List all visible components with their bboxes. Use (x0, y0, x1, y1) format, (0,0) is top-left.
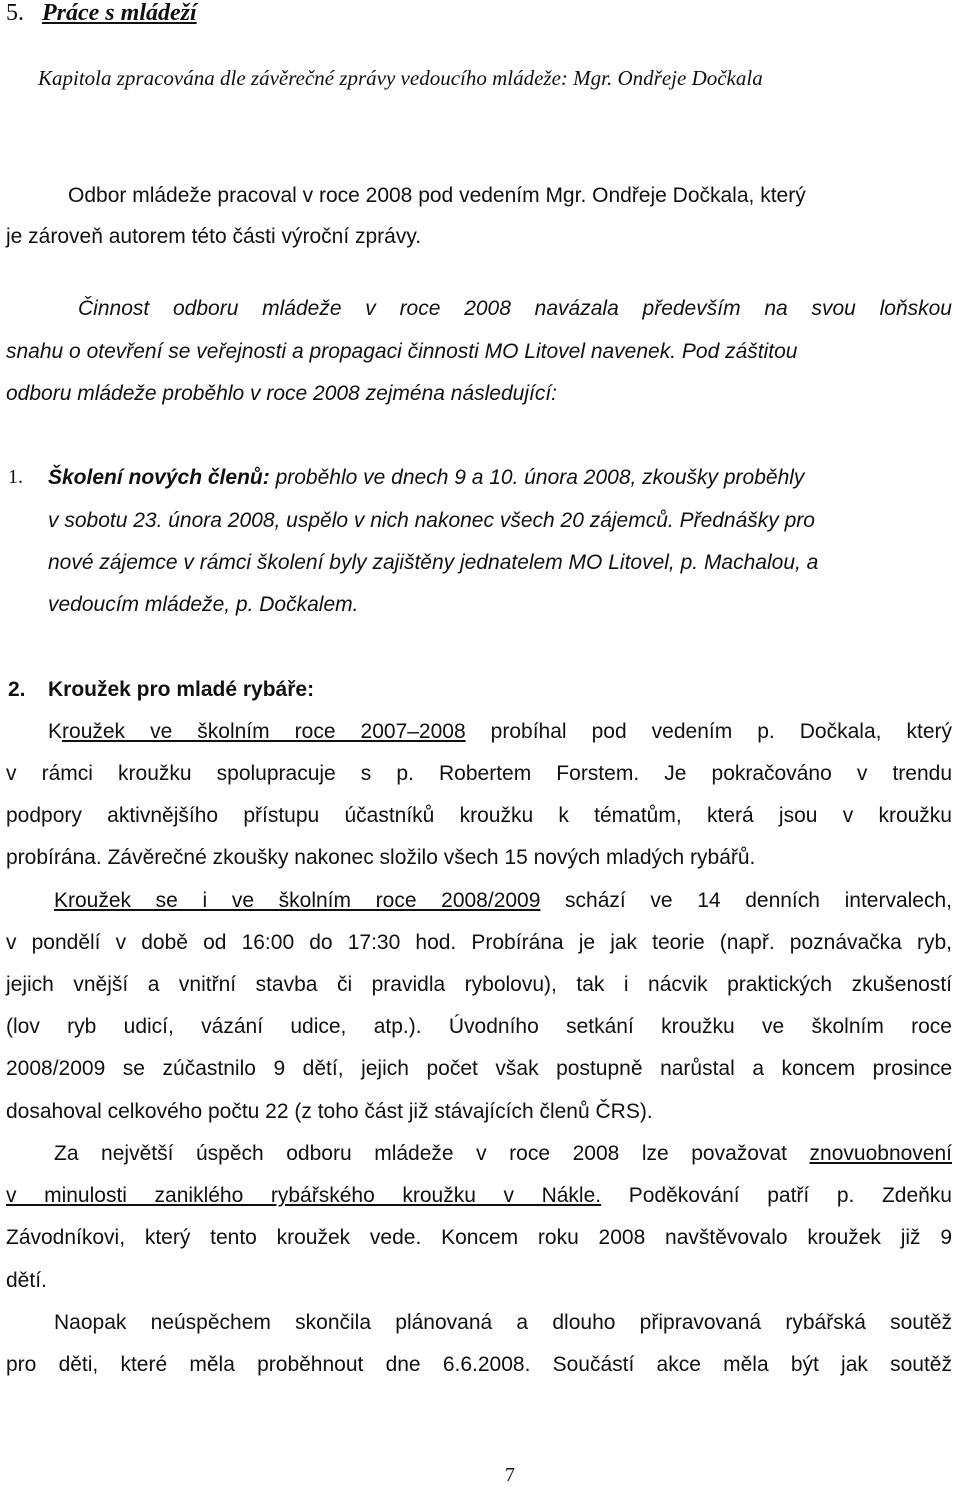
paragraph-3-line-5: 2008/2009 se zúčastnilo 9 dětí, jejich počet však postupně narůstal a koncem prosince (6, 1057, 952, 1080)
paragraph-2-line-1: Činnost odboru mládeže v roce 2008 navázala především na svou loňskou (78, 297, 952, 320)
item-2-line-1-text: probíhal pod vedením p. Dočkala, který (465, 720, 953, 743)
item-1-line-4: vedoucím mládeže, p. Dočkalem. (48, 593, 359, 616)
paragraph-1-line-2: je zároveň autorem této části výroční zprávy. (6, 225, 422, 248)
item-2-line-1 (48, 719, 952, 745)
section-number: 5. (6, 0, 24, 26)
paragraph-3-line-6: dosahoval celkového počtu 22 (z toho část již stávajících členů ČRS). (6, 1100, 653, 1123)
paragraph-2-line-2: snahu o otevření se veřejnosti a propagaci činnosti MO Litovel navenek. Pod záštitou (6, 340, 798, 363)
item-2-title: Kroužek pro mladé rybáře: (48, 678, 315, 701)
item-2-line-1-k: K (48, 720, 63, 743)
paragraph-4-line-4: dětí. (6, 1269, 47, 1292)
item-1-title: Školení nových členů: (48, 466, 270, 489)
page-number: 7 (505, 1464, 515, 1486)
paragraph-1-line-1: Odbor mládeže pracoval v roce 2008 pod vedením Mgr. Ondřeje Dočkala, který (68, 184, 806, 207)
item-1-line-3: nové zájemce v rámci školení byly zajištěny jednatelem MO Litovel, p. Machalou, a (48, 551, 819, 574)
item-2-line-4: probírána. Závěrečné zkoušky nakonec složilo všech 15 nových mladých rybářů. (6, 846, 756, 869)
chapter-subtitle: Kapitola zpracována dle závěrečné zprávy vedoucího mládeže: Mgr. Ondřeje Dočkala (38, 66, 763, 90)
item-2-line-2: v rámci kroužku spolupracuje s p. Robertem Forstem. Je pokračováno v trendu (6, 762, 952, 785)
item-1-line-2: v sobotu 23. února 2008, uspělo v nich nakonec všech 20 zájemců. Přednášky pro (48, 509, 815, 532)
paragraph-3-line-4: (lov ryb udicí, vázání udice, atp.). Úvodního setkání kroužku ve školním roce (6, 1015, 952, 1038)
paragraph-3-line-1 (54, 888, 952, 914)
paragraph-3-line-3: jejich vnější a vnitřní stavba či pravidla rybolovu), tak i nácvik praktických zkušeností (6, 973, 952, 996)
paragraph-3-line-1-text: schází ve 14 denních intervalech, (540, 889, 952, 912)
item-1-line-1-text: proběhlo ve dnech 9 a 10. února 2008, zkoušky proběhly (269, 466, 805, 489)
item-2-line-1-underlined: roužek ve školním roce 2007–2008 (62, 720, 466, 743)
paragraph-5-line-1: Naopak neúspěchem skončila plánovaná a dlouho připravovaná rybářská soutěž (54, 1311, 952, 1334)
item-2-number: 2. (8, 678, 26, 701)
item-2-line-3: podpory aktivnějšího přístupu účastníků kroužku k tématům, která jsou v kroužku (6, 804, 952, 827)
item-1-number: 1. (8, 466, 23, 488)
paragraph-5-line-2: pro děti, které měla proběhnout dne 6.6.2008. Součástí akce měla být jak soutěž (6, 1353, 952, 1376)
paragraph-2-line-3: odboru mládeže proběhlo v roce 2008 zejména následující: (6, 382, 558, 405)
paragraph-4-line-1-underlined: znovuobnovení (809, 1142, 952, 1165)
section-title: Práce s mládeží (42, 0, 197, 26)
paragraph-4-line-2 (6, 1183, 952, 1209)
paragraph-4-line-3: Závodníkovi, který tento kroužek vede. Koncem roku 2008 navštěvovalo kroužek již 9 (6, 1226, 952, 1249)
paragraph-4-line-2-underlined: v minulosti zaniklého rybářského kroužku v Nákle. (6, 1184, 602, 1207)
section-heading (6, 0, 197, 27)
paragraph-4-line-1-text: Za největší úspěch odboru mládeže v roce 2008 lze považovat (54, 1142, 810, 1165)
paragraph-3-line-2: v pondělí v době od 16:00 do 17:30 hod. Probírána je jak teorie (např. poznávačka ryb, (6, 931, 952, 954)
paragraph-3-line-1-underlined: Kroužek se i ve školním roce 2008/2009 (54, 889, 541, 912)
paragraph-4-line-1 (54, 1141, 952, 1167)
item-1-line-1 (48, 465, 804, 491)
paragraph-4-line-2-text: Poděkování patří p. Zdeňku (601, 1184, 952, 1207)
